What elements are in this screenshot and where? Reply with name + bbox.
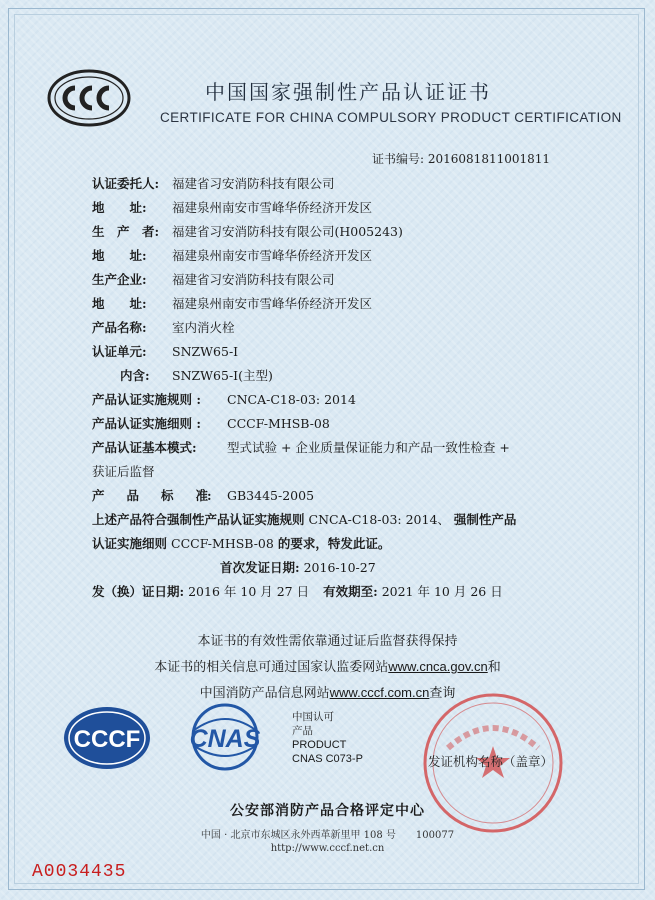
certificate-number <box>372 150 550 167</box>
statement-line-2 <box>92 534 390 552</box>
field-value: 福建省习安消防科技有限公司(H005243) <box>172 224 403 239</box>
statement-text: 认证实施细则 <box>92 536 168 551</box>
cnca-website-link[interactable]: www.cnca.gov.cn <box>388 659 488 674</box>
issue-date-value: 2016 年 10 月 27 日 <box>188 584 310 599</box>
field-factory-address <box>92 294 372 312</box>
cccf-website-link[interactable]: www.cccf.com.cn <box>329 685 430 700</box>
organization-address: 中国 · 北京市东城区永外西革新里甲 108 号 100077 <box>200 830 455 841</box>
field-value: 福建省习安消防科技有限公司 <box>172 272 335 287</box>
cnas-logo <box>170 703 280 771</box>
issuer-label: 发证机构名称（盖章） <box>428 754 554 769</box>
field-label: 认证委托人: <box>92 176 160 191</box>
field-value: 福建泉州南安市雪峰华侨经济开发区 <box>172 200 373 215</box>
cccf-logo <box>62 705 152 771</box>
issue-date-label: 发（换）证日期: <box>92 584 185 599</box>
field-label: 认证单元: <box>92 344 147 359</box>
field-label: 地 址: <box>92 248 147 263</box>
accreditation-block <box>292 710 363 766</box>
field-value: GB3445-2005 <box>227 488 315 503</box>
field-product-standard <box>92 486 314 504</box>
notice-line-2 <box>0 656 655 675</box>
field-value: 室内消火栓 <box>172 320 235 335</box>
issuing-organization: 公安部消防产品合格评定中心 <box>230 803 425 819</box>
organization-website[interactable]: http://www.cccf.net.cn <box>270 843 385 854</box>
field-label: 生 产 者: <box>92 224 160 239</box>
field-product-name <box>92 318 235 336</box>
notice-text: 本证书的相关信息可通过国家认监委网站 <box>154 660 389 675</box>
field-value: 型式试验 + 企业质量保证能力和产品一致性检查 + <box>227 440 510 455</box>
notice-text: 查询 <box>429 686 456 701</box>
field-implementation-details <box>92 414 330 432</box>
accreditation-line: PRODUCT <box>292 739 347 751</box>
expiry-date-label: 有效期至: <box>323 584 378 599</box>
serial-number: A0034435 <box>32 862 127 882</box>
first-issue-date <box>220 558 376 576</box>
field-value: 获证后监督 <box>92 464 155 479</box>
field-cert-mode <box>92 438 510 456</box>
certificate-number-value: 2016081811001811 <box>427 152 551 166</box>
field-cert-unit <box>92 342 238 360</box>
field-manufacturer <box>92 222 403 240</box>
field-label: 产品认证实施规则 : <box>92 392 201 407</box>
field-label: 内含: <box>120 368 150 383</box>
field-includes <box>120 366 273 384</box>
statement-rule-code: CNCA-C18-03: 2014、 <box>308 512 450 527</box>
field-implementation-rules <box>92 390 356 408</box>
statement-text: 上述产品符合强制性产品认证实施规则 <box>92 512 305 527</box>
statement-line-1 <box>92 510 516 528</box>
field-value: 福建泉州南安市雪峰华侨经济开发区 <box>172 296 373 311</box>
field-value: CCCF-MHSB-08 <box>227 416 330 431</box>
issue-and-expiry-dates <box>92 582 503 600</box>
field-label: 地 址: <box>92 296 147 311</box>
statement-detail-code: CCCF-MHSB-08 <box>171 536 274 551</box>
field-label: 生产企业: <box>92 272 147 287</box>
field-applicant <box>92 174 335 192</box>
expiry-date-value: 2021 年 10 月 26 日 <box>381 584 503 599</box>
field-label: 地 址: <box>92 200 147 215</box>
field-cert-mode-continued <box>92 462 155 480</box>
accreditation-line: CNAS C073-P <box>292 753 363 765</box>
field-label: 产 品 标 准: <box>92 488 211 503</box>
field-value: CNCA-C18-03: 2014 <box>227 392 356 407</box>
statement-text: 的要求，特发此证。 <box>277 536 391 551</box>
field-factory <box>92 270 335 288</box>
title-chinese: 中国国家强制性产品认证证书 <box>205 80 491 104</box>
certificate-number-label: 证书编号: <box>372 152 425 166</box>
field-value: SNZW65-I <box>172 344 239 359</box>
cccf-logo-text: CCCF <box>73 726 141 753</box>
field-applicant-address <box>92 198 372 216</box>
notice-text: 和 <box>487 660 501 675</box>
accreditation-line: 中国认可 <box>292 711 334 723</box>
field-label: 产品认证基本模式: <box>92 440 197 455</box>
field-manufacturer-address <box>92 246 372 264</box>
field-value: SNZW65-I(主型) <box>172 368 273 383</box>
field-value: 福建泉州南安市雪峰华侨经济开发区 <box>172 248 373 263</box>
first-issue-date-value: 2016-10-27 <box>303 560 376 575</box>
title-english: CERTIFICATE FOR CHINA COMPULSORY PRODUCT CERTIFICATION <box>160 110 622 125</box>
notice-text: 中国消防产品信息网站 <box>199 686 330 701</box>
first-issue-date-label: 首次发证日期: <box>220 560 300 575</box>
ccc-logo <box>47 68 131 128</box>
accreditation-line: 产品 <box>292 725 313 737</box>
field-label: 产品认证实施细则 : <box>92 416 201 431</box>
field-value: 福建省习安消防科技有限公司 <box>172 176 335 191</box>
field-label: 产品名称: <box>92 320 147 335</box>
notice-line-1: 本证书的有效性需依靠通过证后监督获得保持 <box>197 634 458 649</box>
statement-text: 强制性产品 <box>453 512 517 527</box>
cnas-logo-text: CNAS <box>189 725 261 753</box>
